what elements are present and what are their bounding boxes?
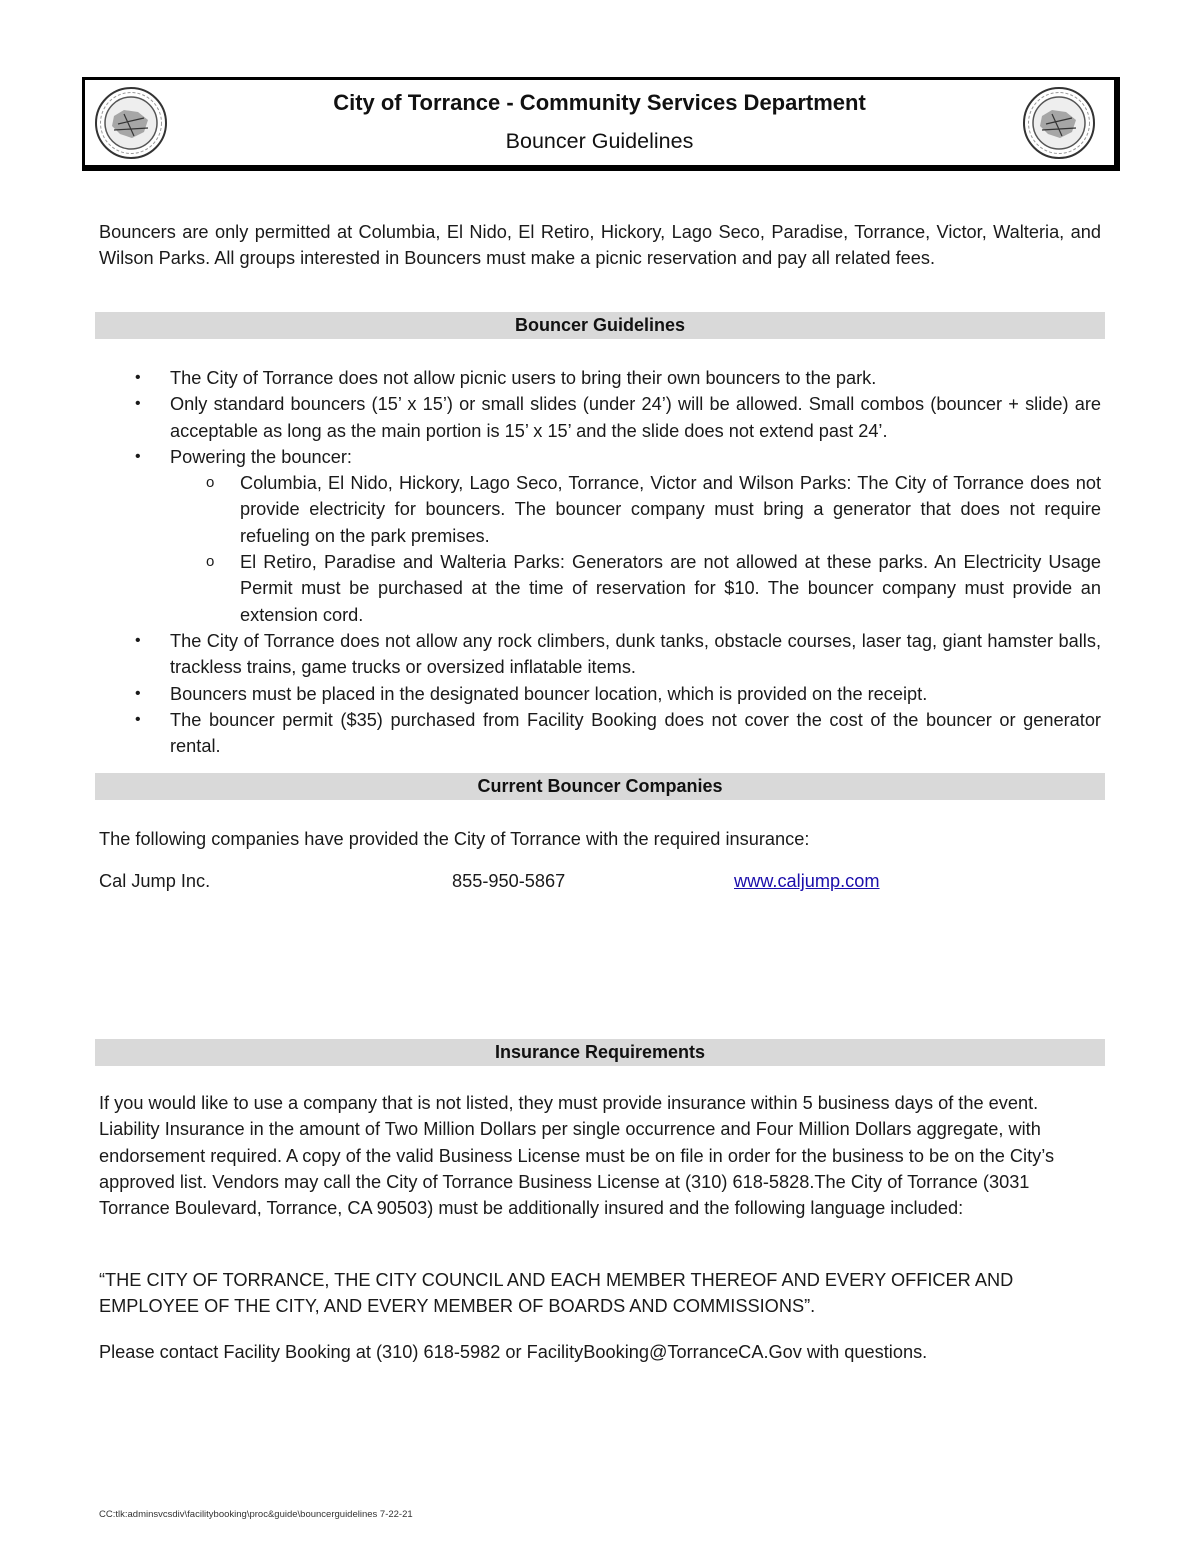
power-options-list (170, 470, 1101, 628)
list-item-text: Bouncers must be placed in the designated bouncer location, which is provided on the receipt. (170, 683, 928, 704)
company-phone: 855-950-5867 (452, 871, 566, 891)
list-item-text: The bouncer permit ($35) purchased from Facility Booking does not cover the cost of the bouncer or generator rental. (170, 709, 1101, 757)
sub-list-item-text: El Retiro, Paradise and Walteria Parks: Generators are not allowed at these parks. An Electricity Usage Permit must be purchased at the time of reservation for $10. The bouncer company must provide an extension cord. (240, 552, 1101, 625)
document-header (82, 77, 1120, 171)
city-seal-icon (1022, 86, 1096, 160)
sub-bullet-icon: o (206, 474, 215, 492)
header-subtitle: Bouncer Guidelines (505, 129, 694, 153)
bullet-icon: • (135, 631, 141, 649)
bullet-icon: • (135, 710, 141, 728)
insurance-quote: “THE CITY OF TORRANCE, THE CITY COUNCIL AND EACH MEMBER THEREOF AND EVERY OFFICER AND EMPLOYEE OF THE CITY, AND EVERY MEMBER OF BOARDS AND COMMISSIONS”. (99, 1270, 1014, 1317)
bullet-icon: • (135, 684, 141, 702)
insurance-paragraph: If you would like to use a company that is not listed, they must provide insurance within 5 business days of the event. Liability Insurance in the amount of Two Million Dollars per single occurrence and Four Million Dollars aggregate, with endorsement required. A copy of the valid Business License must be on file in order for the business to be on the City’s approved list. Vendors may call the City of Torrance Business License at (310) 618-5828.The City of Torrance (3031 Torrance Boulevard, Torrance, CA 90503) must be additionally insured and the following language included: (99, 1093, 1055, 1219)
sub-list-item-text: Columbia, El Nido, Hickory, Lago Seco, Torrance, Victor and Wilson Parks: The City of Torrance does not provide electricity for bouncers. The bouncer company must bring a generator that does not require refueling on the park premises. (240, 473, 1101, 546)
bullet-icon: • (135, 395, 141, 413)
list-item-text: Only standard bouncers (15’ x 15’) or small slides (under 24’) will be allowed. Small combos (bouncer + slide) are acceptable as long as the main portion is 15’ x 15’ and the slide does not extend past 24’. (170, 394, 1101, 441)
companies-intro: The following companies have provided the City of Torrance with the required insurance: (99, 829, 810, 849)
intro-paragraph: Bouncers are only permitted at Columbia, El Nido, El Retiro, Hickory, Lago Seco, Paradise, Torrance, Victor, Walteria, and Wilson Parks. All groups interested in Bouncers must make a picnic reservation and pay all related fees. (99, 222, 1101, 269)
section-heading-insurance: Insurance Requirements (95, 1039, 1105, 1066)
guidelines-list (99, 365, 1101, 759)
list-item (99, 391, 1101, 444)
list-item-text: The City of Torrance does not allow any rock climbers, dunk tanks, obstacle courses, laser tag, giant hamster balls, trackless trains, game trucks or oversized inflatable items. (170, 630, 1101, 678)
list-item (99, 681, 1101, 707)
list-item-text: Powering the bouncer: (170, 446, 352, 467)
company-name: Cal Jump Inc. (99, 871, 211, 891)
sub-list-item (170, 549, 1101, 628)
header-title: City of Torrance - Community Services Department (333, 90, 866, 115)
section-heading-guidelines: Bouncer Guidelines (95, 312, 1105, 339)
footer-file-path: CC:tlk:adminsvcsdiv\facilitybooking\proc&guide\bouncerguidelines 7-22-21 (99, 1509, 413, 1520)
company-website-link[interactable]: www.caljump.com (734, 871, 880, 891)
sub-list-item (170, 470, 1101, 549)
list-item-text: The City of Torrance does not allow picnic users to bring their own bouncers to the park. (170, 368, 877, 388)
list-item (99, 365, 1101, 391)
bullet-icon: • (135, 447, 141, 465)
list-item (99, 707, 1101, 760)
sub-bullet-icon: o (206, 553, 215, 571)
list-item (99, 628, 1101, 681)
bullet-icon: • (135, 369, 141, 386)
section-heading-companies: Current Bouncer Companies (95, 773, 1105, 800)
contact-paragraph: Please contact Facility Booking at (310) 618-5982 or FacilityBooking@TorranceCA.Gov with questions. (99, 1342, 928, 1362)
list-item (99, 444, 1101, 628)
